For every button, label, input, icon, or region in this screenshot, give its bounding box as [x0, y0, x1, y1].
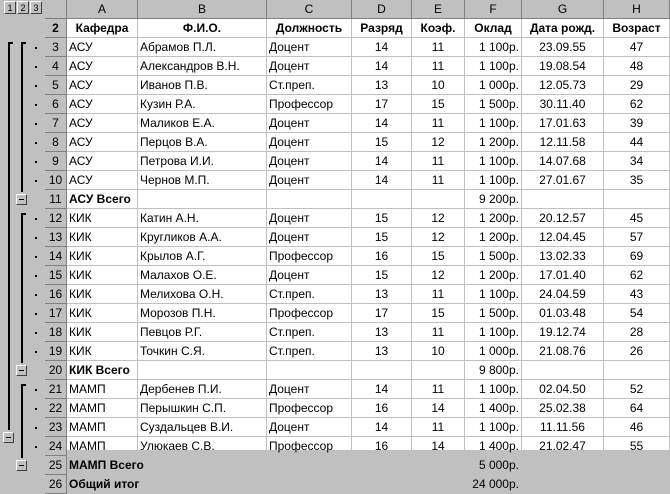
cell-h-10[interactable]: 35: [604, 171, 670, 190]
cell-b-24[interactable]: Улюкаев С.В.: [138, 437, 267, 456]
cell-c-8[interactable]: Доцент: [267, 133, 352, 152]
cell-c-16[interactable]: Ст.преп.: [267, 285, 352, 304]
cell-c-6[interactable]: Профессор: [267, 95, 352, 114]
cell-b-5[interactable]: Иванов П.В.: [138, 76, 267, 95]
cell-c-12[interactable]: Доцент: [267, 209, 352, 228]
cell-d-22[interactable]: 16: [352, 399, 412, 418]
cell-f-3[interactable]: 1 100р.: [465, 38, 522, 57]
cell-h-18[interactable]: 28: [604, 323, 670, 342]
cell-g-7[interactable]: 17.01.63: [522, 114, 604, 133]
cell-c-11[interactable]: [267, 190, 352, 209]
cell-b-4[interactable]: Александров В.Н.: [138, 57, 267, 76]
cell-h-4[interactable]: 48: [604, 57, 670, 76]
cell-e-25[interactable]: [412, 456, 465, 475]
cell-b-2[interactable]: Ф.И.О.: [138, 19, 267, 38]
cell-e-8[interactable]: 12: [412, 133, 465, 152]
cell-h-13[interactable]: 57: [604, 228, 670, 247]
outline-row-dot: [35, 313, 37, 315]
row-number[interactable]: 5: [45, 76, 67, 95]
outline-row-dot: [35, 85, 37, 87]
cell-d-26[interactable]: [352, 475, 412, 494]
cell-d-13[interactable]: 15: [352, 228, 412, 247]
row-number[interactable]: 13: [45, 228, 67, 247]
cell-h-6[interactable]: 62: [604, 95, 670, 114]
cell-g-8[interactable]: 12.11.58: [522, 133, 604, 152]
row-number[interactable]: 16: [45, 285, 67, 304]
cell-g-16[interactable]: 24.04.59: [522, 285, 604, 304]
cell-d-23[interactable]: 14: [352, 418, 412, 437]
cell-b-20[interactable]: [138, 361, 267, 380]
table-row: [45, 323, 670, 342]
cell-f-20[interactable]: 9 800р.: [465, 361, 522, 380]
cell-g-10[interactable]: 27.01.67: [522, 171, 604, 190]
table-row: [45, 171, 670, 190]
row-number[interactable]: 25: [45, 456, 67, 475]
row-number[interactable]: 10: [45, 171, 67, 190]
cell-h-25[interactable]: [604, 456, 670, 475]
row-number[interactable]: 15: [45, 266, 67, 285]
cell-d-20[interactable]: [352, 361, 412, 380]
column-header-f[interactable]: F: [465, 0, 522, 19]
cell-b-25[interactable]: [138, 456, 267, 475]
outline-row-dot: [35, 256, 37, 258]
cell-h-23[interactable]: 46: [604, 418, 670, 437]
row-number[interactable]: 18: [45, 323, 67, 342]
cell-f-12[interactable]: 1 200р.: [465, 209, 522, 228]
table-row: [45, 285, 670, 304]
outline-row-dot: [35, 294, 37, 296]
cell-d-9[interactable]: 14: [352, 152, 412, 171]
cell-e-4[interactable]: 11: [412, 57, 465, 76]
cell-c-4[interactable]: Доцент: [267, 57, 352, 76]
column-header-a[interactable]: A: [67, 0, 138, 19]
outline-row-dot: [35, 161, 37, 163]
cell-c-2[interactable]: Должность: [267, 19, 352, 38]
cell-h-22[interactable]: 64: [604, 399, 670, 418]
cell-a-21[interactable]: МАМП: [67, 380, 138, 399]
table-row: [45, 380, 670, 399]
cell-g-25[interactable]: [522, 456, 604, 475]
cell-g-6[interactable]: 30.11.40: [522, 95, 604, 114]
cell-g-15[interactable]: 17.01.40: [522, 266, 604, 285]
table-row: [45, 247, 670, 266]
cell-a-23[interactable]: МАМП: [67, 418, 138, 437]
row-number[interactable]: 4: [45, 57, 67, 76]
table-header-row: [45, 19, 670, 38]
cell-b-14[interactable]: Крылов А.Г.: [138, 247, 267, 266]
cell-b-10[interactable]: Чернов М.П.: [138, 171, 267, 190]
cell-g-2[interactable]: Дата рожд.: [522, 19, 604, 38]
outline-row-dot: [35, 237, 37, 239]
cell-d-7[interactable]: 14: [352, 114, 412, 133]
outline-row-dot: [35, 47, 37, 49]
cell-c-17[interactable]: Профессор: [267, 304, 352, 323]
cell-h-20[interactable]: [604, 361, 670, 380]
collapse-group-button[interactable]: [16, 194, 27, 205]
cell-f-4[interactable]: 1 100р.: [465, 57, 522, 76]
cell-b-16[interactable]: Мелихова О.Н.: [138, 285, 267, 304]
cell-g-9[interactable]: 14.07.68: [522, 152, 604, 171]
cell-f-5[interactable]: 1 000р.: [465, 76, 522, 95]
cell-b-19[interactable]: Точкин С.Я.: [138, 342, 267, 361]
cell-c-22[interactable]: Профессор: [267, 399, 352, 418]
table-row: [45, 399, 670, 418]
row-number[interactable]: 24: [45, 437, 67, 456]
cell-a-15[interactable]: КИК: [67, 266, 138, 285]
cell-h-8[interactable]: 44: [604, 133, 670, 152]
cell-d-16[interactable]: 13: [352, 285, 412, 304]
cell-f-8[interactable]: 1 200р.: [465, 133, 522, 152]
cell-g-19[interactable]: 21.08.76: [522, 342, 604, 361]
cell-b-18[interactable]: Певцов Р.Г.: [138, 323, 267, 342]
cell-f-9[interactable]: 1 100р.: [465, 152, 522, 171]
cell-c-25[interactable]: [267, 456, 352, 475]
cell-a-3[interactable]: АСУ: [67, 38, 138, 57]
cell-e-12[interactable]: 12: [412, 209, 465, 228]
cell-d-5[interactable]: 13: [352, 76, 412, 95]
cell-d-25[interactable]: [352, 456, 412, 475]
cell-f-22[interactable]: 1 400р.: [465, 399, 522, 418]
cell-a-6[interactable]: АСУ: [67, 95, 138, 114]
cell-g-13[interactable]: 12.04.45: [522, 228, 604, 247]
cell-d-15[interactable]: 15: [352, 266, 412, 285]
cell-d-6[interactable]: 17: [352, 95, 412, 114]
cell-e-13[interactable]: 12: [412, 228, 465, 247]
cell-b-15[interactable]: Малахов О.Е.: [138, 266, 267, 285]
cell-f-24[interactable]: 1 400р.: [465, 437, 522, 456]
cell-d-17[interactable]: 17: [352, 304, 412, 323]
table-row: [45, 57, 670, 76]
cell-d-19[interactable]: 13: [352, 342, 412, 361]
cell-g-24[interactable]: 21.02.47: [522, 437, 604, 456]
cell-b-6[interactable]: Кузин Р.А.: [138, 95, 267, 114]
cell-g-20[interactable]: [522, 361, 604, 380]
cell-b-23[interactable]: Суздальцев В.И.: [138, 418, 267, 437]
cell-c-5[interactable]: Ст.преп.: [267, 76, 352, 95]
cell-b-7[interactable]: Маликов Е.А.: [138, 114, 267, 133]
cell-a-22[interactable]: МАМП: [67, 399, 138, 418]
subtotal-row: [45, 190, 670, 209]
collapse-grand-total-button[interactable]: [3, 432, 14, 443]
cell-e-18[interactable]: 11: [412, 323, 465, 342]
outline-group-bracket: [21, 42, 23, 192]
cell-c-13[interactable]: Доцент: [267, 228, 352, 247]
cell-h-14[interactable]: 69: [604, 247, 670, 266]
outline-group-bracket-hook: [21, 213, 26, 215]
cell-h-17[interactable]: 54: [604, 304, 670, 323]
cell-a-24[interactable]: МАМП: [67, 437, 138, 456]
table-row: [45, 304, 670, 323]
cell-f-11[interactable]: 9 200р.: [465, 190, 522, 209]
cell-f-14[interactable]: 1 500р.: [465, 247, 522, 266]
cell-h-3[interactable]: 47: [604, 38, 670, 57]
cell-e-20[interactable]: [412, 361, 465, 380]
cell-e-15[interactable]: 12: [412, 266, 465, 285]
cell-c-7[interactable]: Доцент: [267, 114, 352, 133]
column-header-e[interactable]: E: [412, 0, 465, 19]
collapse-group-button[interactable]: [16, 365, 27, 376]
cell-d-10[interactable]: 14: [352, 171, 412, 190]
table-row: [45, 76, 670, 95]
cell-a-9[interactable]: АСУ: [67, 152, 138, 171]
cell-d-2[interactable]: Разряд: [352, 19, 412, 38]
cell-a-2[interactable]: Кафедра: [67, 19, 138, 38]
cell-f-23[interactable]: 1 100р.: [465, 418, 522, 437]
cell-h-9[interactable]: 34: [604, 152, 670, 171]
cell-e-23[interactable]: 11: [412, 418, 465, 437]
cell-c-14[interactable]: Профессор: [267, 247, 352, 266]
cell-d-24[interactable]: 16: [352, 437, 412, 456]
spreadsheet-grid[interactable]: [45, 0, 670, 491]
table-row: [45, 133, 670, 152]
cell-a-25[interactable]: МАМП Всего: [67, 456, 138, 475]
cell-h-26[interactable]: [604, 475, 670, 494]
column-header-d[interactable]: D: [352, 0, 412, 19]
cell-c-21[interactable]: Доцент: [267, 380, 352, 399]
subtotal-row: [45, 456, 670, 475]
cell-e-6[interactable]: 15: [412, 95, 465, 114]
cell-e-5[interactable]: 10: [412, 76, 465, 95]
cell-g-12[interactable]: 20.12.57: [522, 209, 604, 228]
cell-c-9[interactable]: Доцент: [267, 152, 352, 171]
outline-row-dot: [35, 427, 37, 429]
cell-f-21[interactable]: 1 100р.: [465, 380, 522, 399]
outline-row-dot: [35, 66, 37, 68]
cell-d-18[interactable]: 13: [352, 323, 412, 342]
cell-d-4[interactable]: 14: [352, 57, 412, 76]
cell-c-10[interactable]: Доцент: [267, 171, 352, 190]
cell-e-11[interactable]: [412, 190, 465, 209]
table-row: [45, 418, 670, 437]
cell-g-26[interactable]: [522, 475, 604, 494]
table-row: [45, 95, 670, 114]
outline-group-bracket: [21, 384, 23, 458]
cell-e-19[interactable]: 10: [412, 342, 465, 361]
cell-d-11[interactable]: [352, 190, 412, 209]
cell-c-26[interactable]: [267, 475, 352, 494]
cell-c-3[interactable]: Доцент: [267, 38, 352, 57]
outline-gutter: [0, 0, 45, 450]
cell-e-21[interactable]: 11: [412, 380, 465, 399]
cell-f-19[interactable]: 1 000р.: [465, 342, 522, 361]
row-number[interactable]: 23: [45, 418, 67, 437]
cell-d-21[interactable]: 14: [352, 380, 412, 399]
cell-e-26[interactable]: [412, 475, 465, 494]
cell-a-10[interactable]: АСУ: [67, 171, 138, 190]
row-number[interactable]: 2: [45, 19, 67, 38]
table-row: [45, 209, 670, 228]
cell-e-9[interactable]: 11: [412, 152, 465, 171]
outline-level-1-button[interactable]: 1: [4, 1, 16, 14]
cell-h-7[interactable]: 39: [604, 114, 670, 133]
cell-d-8[interactable]: 15: [352, 133, 412, 152]
cell-b-26[interactable]: [138, 475, 267, 494]
table-row: [45, 266, 670, 285]
cell-c-20[interactable]: [267, 361, 352, 380]
row-number[interactable]: 21: [45, 380, 67, 399]
cell-h-16[interactable]: 43: [604, 285, 670, 304]
cell-b-12[interactable]: Катин А.Н.: [138, 209, 267, 228]
cell-c-15[interactable]: Доцент: [267, 266, 352, 285]
outline-row-dot: [35, 218, 37, 220]
cell-e-16[interactable]: 11: [412, 285, 465, 304]
cell-a-12[interactable]: КИК: [67, 209, 138, 228]
cell-a-26[interactable]: Общий итог: [67, 475, 138, 494]
column-header-h[interactable]: H: [604, 0, 670, 19]
row-number[interactable]: 14: [45, 247, 67, 266]
outline-row-dot: [35, 332, 37, 334]
row-number[interactable]: 20: [45, 361, 67, 380]
cell-a-7[interactable]: АСУ: [67, 114, 138, 133]
cell-e-3[interactable]: 11: [412, 38, 465, 57]
outline-row-dot: [35, 123, 37, 125]
cell-g-11[interactable]: [522, 190, 604, 209]
cell-c-24[interactable]: Профессор: [267, 437, 352, 456]
outline-level-2-button[interactable]: 2: [17, 1, 29, 14]
cell-f-16[interactable]: 1 100р.: [465, 285, 522, 304]
table-row: [45, 114, 670, 133]
cell-a-11[interactable]: АСУ Всего: [67, 190, 138, 209]
cell-h-12[interactable]: 45: [604, 209, 670, 228]
row-number[interactable]: 8: [45, 133, 67, 152]
cell-h-2[interactable]: Возраст: [604, 19, 670, 38]
cell-h-11[interactable]: [604, 190, 670, 209]
outline-row-dot: [35, 104, 37, 106]
cell-b-13[interactable]: Кругликов А.А.: [138, 228, 267, 247]
row-number[interactable]: 9: [45, 152, 67, 171]
cell-g-3[interactable]: 23.09.55: [522, 38, 604, 57]
collapse-group-button[interactable]: [16, 460, 27, 471]
select-all-corner[interactable]: [45, 0, 67, 19]
cell-d-12[interactable]: 15: [352, 209, 412, 228]
cell-g-22[interactable]: 25.02.38: [522, 399, 604, 418]
outline-group-bracket-hook: [21, 384, 26, 386]
cell-a-13[interactable]: КИК: [67, 228, 138, 247]
outline-row-dot: [35, 446, 37, 448]
cell-f-15[interactable]: 1 200р.: [465, 266, 522, 285]
table-row: [45, 342, 670, 361]
table-row: [45, 38, 670, 57]
cell-b-21[interactable]: Дербенев П.И.: [138, 380, 267, 399]
cell-e-7[interactable]: 11: [412, 114, 465, 133]
column-header-g[interactable]: G: [522, 0, 604, 19]
row-number[interactable]: 19: [45, 342, 67, 361]
table-row: [45, 437, 670, 456]
column-header-c[interactable]: C: [267, 0, 352, 19]
cell-f-26[interactable]: 24 000р.: [465, 475, 522, 494]
cell-a-4[interactable]: АСУ: [67, 57, 138, 76]
cell-h-24[interactable]: 55: [604, 437, 670, 456]
outline-row-dot: [35, 408, 37, 410]
cell-a-5[interactable]: АСУ: [67, 76, 138, 95]
cell-d-14[interactable]: 16: [352, 247, 412, 266]
cell-g-14[interactable]: 13.02.33: [522, 247, 604, 266]
cell-b-3[interactable]: Абрамов П.Л.: [138, 38, 267, 57]
cell-e-10[interactable]: 11: [412, 171, 465, 190]
cell-e-14[interactable]: 15: [412, 247, 465, 266]
cell-g-18[interactable]: 19.12.74: [522, 323, 604, 342]
row-number[interactable]: 3: [45, 38, 67, 57]
cell-f-25[interactable]: 5 000р.: [465, 456, 522, 475]
cell-g-4[interactable]: 19.08.54: [522, 57, 604, 76]
cell-f-7[interactable]: 1 100р.: [465, 114, 522, 133]
cell-e-2[interactable]: Коэф.: [412, 19, 465, 38]
cell-b-11[interactable]: [138, 190, 267, 209]
row-number[interactable]: 11: [45, 190, 67, 209]
cell-b-8[interactable]: Перцов В.А.: [138, 133, 267, 152]
cell-a-8[interactable]: АСУ: [67, 133, 138, 152]
cell-a-18[interactable]: КИК: [67, 323, 138, 342]
table-row: [45, 228, 670, 247]
cell-f-6[interactable]: 1 500р.: [465, 95, 522, 114]
outline-level-3-button[interactable]: 3: [30, 1, 42, 14]
outline-row-dot: [35, 142, 37, 144]
cell-h-21[interactable]: 52: [604, 380, 670, 399]
row-number[interactable]: 6: [45, 95, 67, 114]
outline-row-dot: [35, 180, 37, 182]
cell-c-18[interactable]: Ст.преп.: [267, 323, 352, 342]
cell-c-19[interactable]: Ст.преп.: [267, 342, 352, 361]
cell-g-5[interactable]: 12.05.73: [522, 76, 604, 95]
cell-a-14[interactable]: КИК: [67, 247, 138, 266]
cell-g-17[interactable]: 01.03.48: [522, 304, 604, 323]
cell-h-19[interactable]: 26: [604, 342, 670, 361]
cell-h-5[interactable]: 29: [604, 76, 670, 95]
subtotal-row: [45, 475, 670, 494]
cell-g-23[interactable]: 11.11.56: [522, 418, 604, 437]
cell-b-17[interactable]: Морозов П.Н.: [138, 304, 267, 323]
cell-f-17[interactable]: 1 500р.: [465, 304, 522, 323]
row-number[interactable]: 22: [45, 399, 67, 418]
cell-b-22[interactable]: Перышкин С.П.: [138, 399, 267, 418]
outline-level-2-bracket: [8, 42, 10, 430]
outline-group-bracket: [21, 213, 23, 363]
table-row: [45, 152, 670, 171]
cell-a-16[interactable]: КИК: [67, 285, 138, 304]
cell-a-20[interactable]: КИК Всего: [67, 361, 138, 380]
outline-row-dot: [35, 351, 37, 353]
cell-g-21[interactable]: 02.04.50: [522, 380, 604, 399]
column-header-b[interactable]: B: [138, 0, 267, 19]
cell-e-22[interactable]: 14: [412, 399, 465, 418]
cell-e-17[interactable]: 15: [412, 304, 465, 323]
cell-f-13[interactable]: 1 200р.: [465, 228, 522, 247]
outline-level-2-bracket-hook: [8, 42, 13, 44]
outline-row-dot: [35, 275, 37, 277]
row-number[interactable]: 7: [45, 114, 67, 133]
cell-f-2[interactable]: Оклад: [465, 19, 522, 38]
row-number[interactable]: 12: [45, 209, 67, 228]
cell-a-17[interactable]: КИК: [67, 304, 138, 323]
cell-f-18[interactable]: 1 100р.: [465, 323, 522, 342]
cell-b-9[interactable]: Петрова И.И.: [138, 152, 267, 171]
subtotal-row: [45, 361, 670, 380]
row-number[interactable]: 26: [45, 475, 67, 494]
cell-e-24[interactable]: 14: [412, 437, 465, 456]
cell-h-15[interactable]: 62: [604, 266, 670, 285]
row-number[interactable]: 17: [45, 304, 67, 323]
outline-group-bracket-hook: [21, 42, 26, 44]
cell-f-10[interactable]: 1 100р.: [465, 171, 522, 190]
cell-d-3[interactable]: 14: [352, 38, 412, 57]
cell-c-23[interactable]: Доцент: [267, 418, 352, 437]
column-header-row: [45, 0, 670, 19]
outline-row-dot: [35, 389, 37, 391]
cell-a-19[interactable]: КИК: [67, 342, 138, 361]
